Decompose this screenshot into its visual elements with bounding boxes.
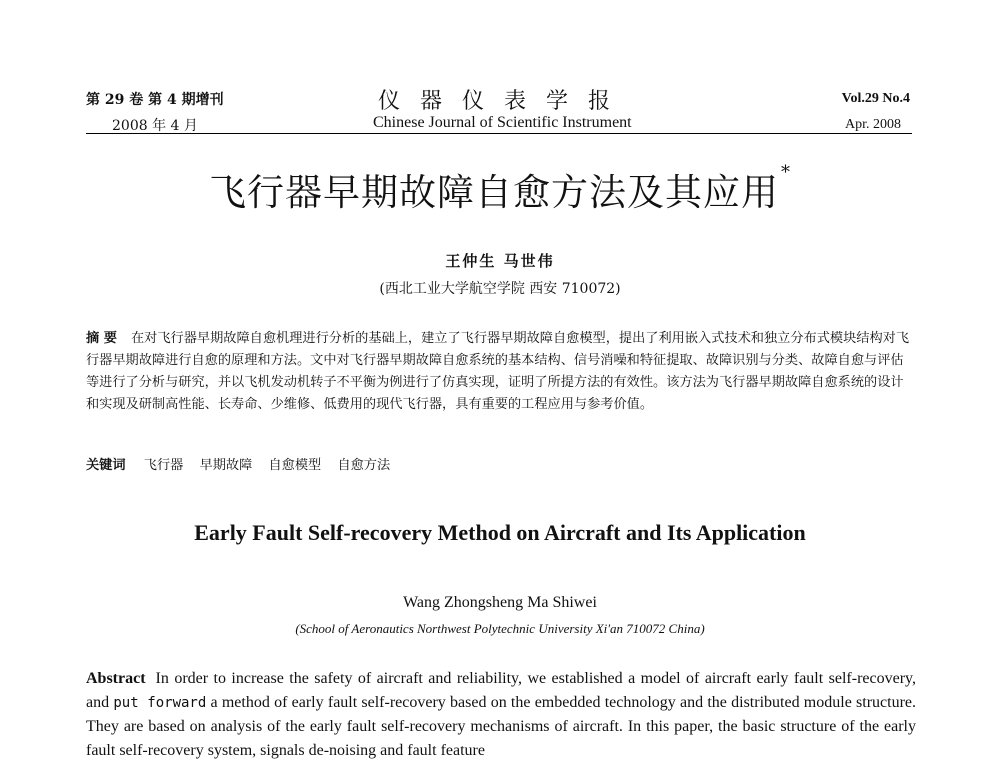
abstract-cn-text: 在对飞行器早期故障自愈机理进行分析的基础上，建立了飞行器早期故障自愈模型，提出了利用嵌入式技术和独立分布式模块结构对飞行器早期故障进行自愈的原理和方法。文中对飞行器早期故障自愈系统的基本结构、信号消噪和特征提取、故障识别与分类、故障自愈与评估等进行了分析与研究，并以飞机发动机转子不平衡为例进行了仿真实现，证明了所提方法的有效性。该方法为飞行器早期故障自愈系统的设计和实现及研制高性能、长寿命、少维修、低费用的现代飞行器，具有重要的工程应用与参考价值。 (86, 331, 910, 412)
keywords-cn (86, 454, 402, 473)
header-rule (86, 133, 912, 134)
abstract-en-text-2: a method of early fault self-recovery based on the embedded technology and the distributed module structure. They are based on analysis of the early fault self-recovery mechanisms of aircraft. In this paper, the basic structure of the early fault self-recovery system, signals de-noising and fault feature (86, 694, 917, 759)
paper-title-cn (0, 162, 1000, 216)
title-footnote-mark: * (781, 162, 791, 183)
date-en: Apr. 2008 (845, 117, 901, 132)
volume-issue-en: Vol.29 No.4 (841, 91, 910, 106)
keyword-item: 早期故障 (199, 458, 253, 473)
abstract-en-mono: put forward (113, 695, 207, 711)
paper-title-cn-text: 飞行器早期故障自愈方法及其应用 (209, 171, 779, 214)
journal-name-cn: 仪器仪表学报 (378, 89, 631, 114)
authors-en: Wang Zhongsheng Ma Shiwei (403, 594, 597, 611)
authors-cn: 王仲生 马世伟 (445, 252, 555, 270)
affiliation-cn: (西北工业大学航空学院 西安 710072) (379, 281, 621, 297)
abstract-en-label: Abstract (86, 670, 146, 687)
date-cn: 2008 年 4 月 (112, 118, 198, 134)
abstract-cn-label: 摘 要 (86, 331, 117, 346)
keywords-cn-label: 关键词 (86, 458, 126, 473)
affiliation-en: (School of Aeronautics Northwest Polytechnic University Xi'an 710072 China) (295, 621, 705, 636)
keyword-item: 飞行器 (143, 458, 184, 473)
journal-name-en: Chinese Journal of Scientific Instrument (373, 114, 632, 131)
keyword-item: 自愈模型 (268, 458, 322, 473)
keyword-item: 自愈方法 (337, 458, 391, 473)
abstract-en (86, 667, 916, 763)
paper-title-en: Early Fault Self-recovery Method on Aircraft and Its Application (194, 520, 806, 545)
abstract-en-text-1: In order to increase the safety of aircraft and reliability, we established a model of aircraft early fault self-recovery, and (86, 670, 916, 711)
volume-issue-cn: 第 29 卷 第 4 期增刊 (86, 92, 224, 108)
abstract-cn (86, 328, 916, 416)
